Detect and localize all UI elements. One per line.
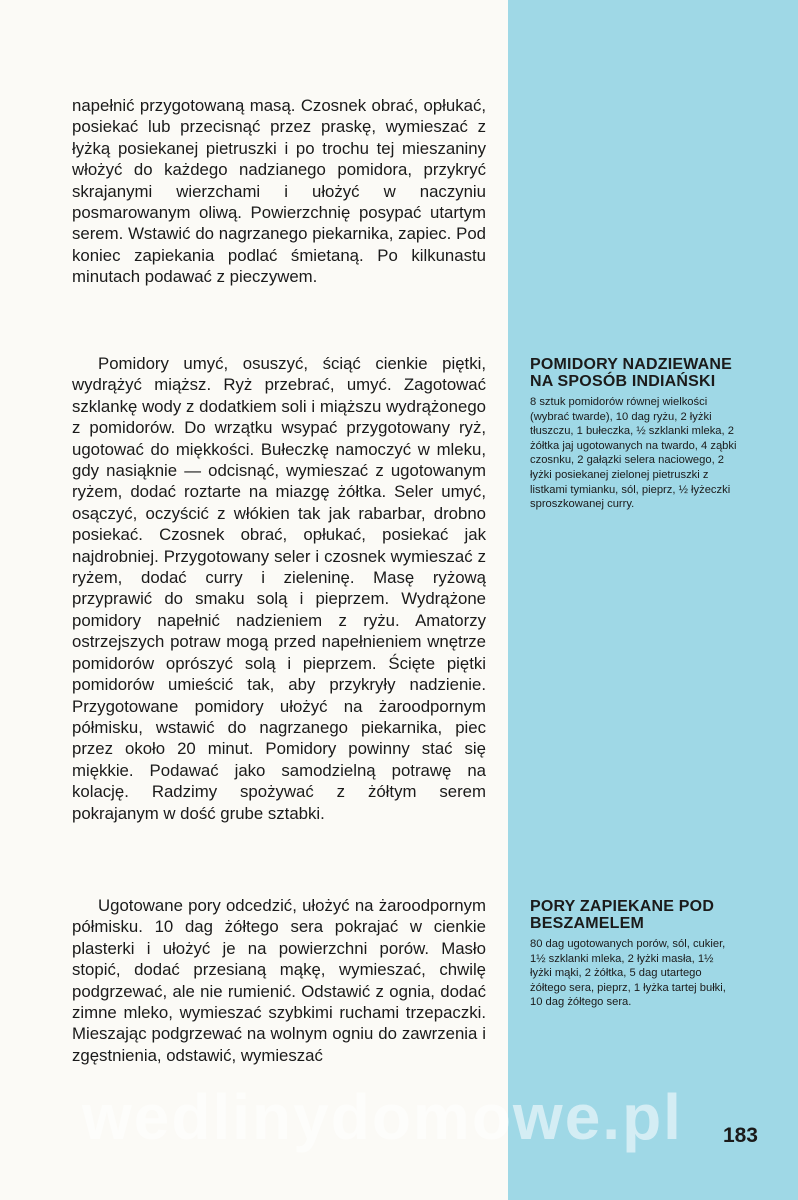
recipe-pomidory-box	[530, 356, 738, 512]
recipe-pory-box	[530, 898, 738, 1010]
recipe-ingredients: 80 dag ugotowanych porów, sól, cukier, 1½ szklanki mleka, 2 łyżki masła, 1½ łyżki mąki, 2 żółtka, 5 dag utartego żółtego sera, pieprz, 1 łyżka tartej bułki, 10 dag żółtego sera.	[530, 938, 726, 1009]
recipe-sidebar	[508, 0, 798, 1200]
recipe-title: POMIDORY NADZIEWANE NA SPOSÓB INDIAŃSKI	[530, 356, 733, 390]
recipe-title: PORY ZAPIEKANE POD BESZAMELEM	[530, 898, 715, 932]
watermark: wedlinydomowe.pl	[82, 1081, 683, 1153]
paragraph-pomidory-instructions: Pomidory umyć, osuszyć, ściąć cienkie piętki, wydrążyć miąższ. Ryż przebrać, umyć. Zagotować szklankę wody z dodatkiem soli i miąższu wydrążonego z pomidorów. Do wrzątku wsypać przygotowany ryż, ugotować do miękkości. Bułeczkę namoczyć w mleku, gdy nasiąknie — odcisnąć, wymieszać z ugotowanym ryżem, dodać roztarte na miazgę żółtka. Seler umyć, osączyć, oczyścić z włókien tak jak rabarbar, drobno posiekać. Czosnek obrać, opłukać, posiekać jak najdrobniej. Przygotowany seler i czosnek wymieszać z ryżem, dodać curry i zieleninę. Masę ryżową przyprawić do smaku solą i pieprzem. Wydrążone pomidory napełnić nadzieniem z ryżu. Amatorzy ostrzejszych potraw mogą przed napełnieniem wnętrze pomidorów oprószyć solą i pieprzem. Ścięte piętki pomidorów umieścić tak, aby przykryły nadzienie. Przygotowane pomidory ułożyć na żaroodpornym półmisku, wstawić do nagrzanego piekarnika, piec przez około 20 minut. Pomidory powinny stać się miękkie. Podawać jako samodzielną potrawę na kolację. Radzimy spożywać z żółtym serem pokrajanym w dość grube sztabki.	[72, 354, 486, 823]
paragraph-pory-instructions: Ugotowane pory odcedzić, ułożyć na żaroodpornym półmisku. 10 dag żółtego sera pokrajać w cienkie plasterki i ułożyć je na powierzchni porów. Masło stopić, dodać przesianą mąkę, wymieszać, chwilę podgrzewać, ale nie rumienić. Odstawić z ognia, dodać zimne mleko, wymieszać szybkimi ruchami trzepaczki. Mieszając podgrzewać na wolnym ogniu do zawrzenia i zgęstnienia, odstawić, wymieszać	[72, 896, 486, 1065]
paragraph-continuation: napełnić przygotowaną masą. Czosnek obrać, opłukać, posiekać lub przecisnąć przez praskę, wymieszać z łyżką posiekanej pietruszki i po trochu tej mieszaniny włożyć do każdego nadzianego pomidora, przykryć skrajanymi wierzchami i ułożyć w naczyniu posmarowanym oliwą. Powierzchnię posypać utartym serem. Wstawić do nagrzanego piekarnika, zapiec. Pod koniec zapiekania podlać śmietaną. Po kilkunastu minutach podawać z pieczywem.	[72, 96, 486, 287]
page-number: 183	[722, 1124, 758, 1147]
recipe-ingredients: 8 sztuk pomidorów równej wielkości (wybrać twarde), 10 dag ryżu, 2 łyżki tłuszczu, 1 bułeczka, ½ szklanki mleka, 2 żółtka jaj ugotowanych na twardo, 4 ząbki czosnku, 2 gałązki selera naciowego, 2 łyżki posiekanej zielonej pietruszki z listkami tymianku, sól, pieprz, ½ łyżeczki sproszkowanej curry.	[530, 396, 737, 511]
